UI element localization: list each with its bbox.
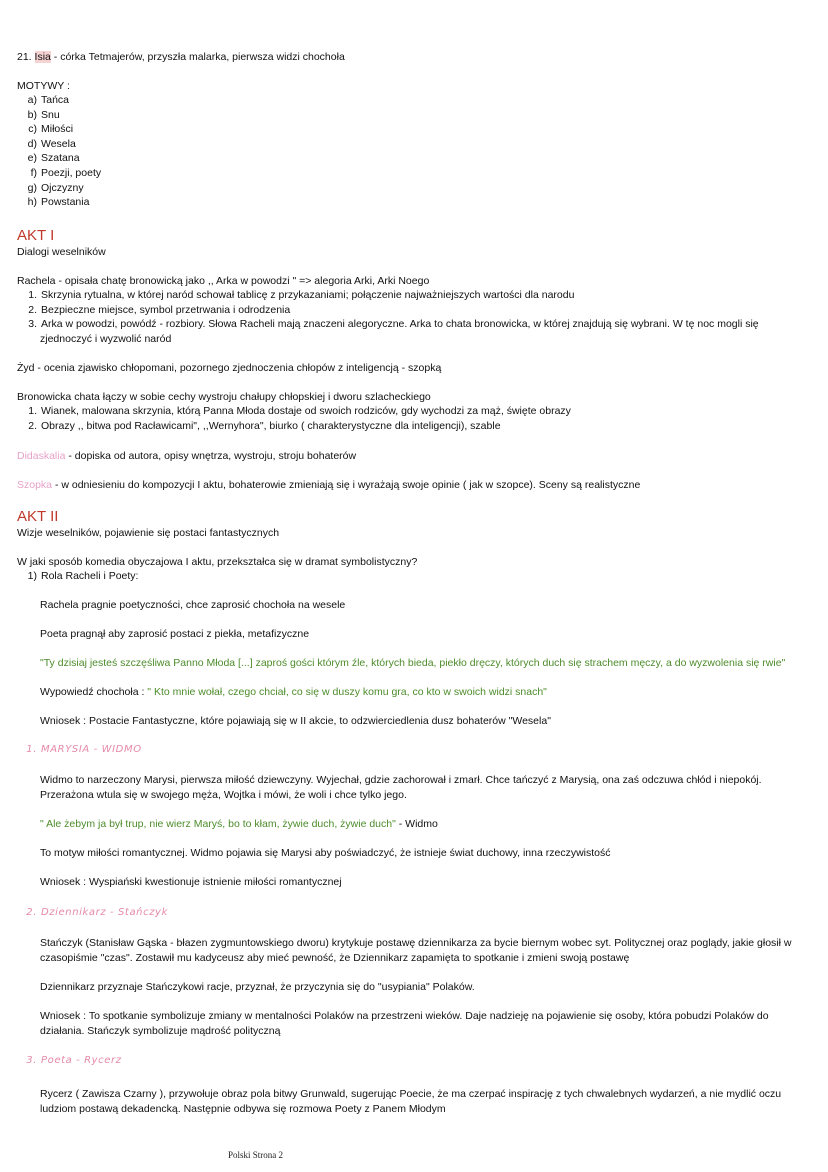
question-item-text: Rola Racheli i Poety:	[41, 570, 139, 582]
motywy-item-marker: g)	[27, 181, 37, 194]
rachela-item	[17, 289, 574, 302]
chata-item-text: Obrazy ,, bitwa pod Racławicami", ,,Wernyhora", biurko ( charakterystyczne dla inteligencji), szable	[41, 419, 501, 432]
szopka-def: - w odniesieniu do kompozycji I aktu, bohaterowie zmieniają się i wyrażają swoje opinie ( jak w szopce). Sceny są realistyczne	[52, 479, 641, 491]
quote-panna-mloda: "Ty dzisiaj jesteś szczęśliwa Panno Młoda [...] zaproś gości którym źle, których bieda, piekło dręczy, których duch się strachem męczy, a do wyzwolenia się rwie"	[40, 657, 786, 669]
motywy-item-marker: d)	[27, 137, 37, 150]
motywy-title: MOTYWY :	[17, 80, 70, 92]
akt2-subtitle: Wizje weselników, pojawienie się postaci fantastycznych	[17, 527, 280, 539]
motywy-item	[17, 123, 73, 136]
widmo-quote-attribution: - Widmo	[395, 818, 438, 830]
motywy-item	[17, 109, 60, 122]
question-item	[17, 570, 138, 583]
question-item-number: 1)	[27, 570, 37, 582]
motywy-item	[17, 182, 84, 195]
motywy-item-text: Miłości	[41, 123, 74, 136]
chata-item	[17, 405, 571, 418]
didaskalia-def: - dopiska od autora, opisy wnętrza, wystroju, stroju bohaterów	[65, 450, 357, 462]
rachela-item-marker: 1.	[28, 289, 37, 301]
section-marysia-widmo	[17, 743, 142, 756]
section-title: MARYSIA - WIDMO	[41, 744, 142, 755]
motywy-item-marker: b)	[27, 108, 37, 121]
item-number: 21.	[17, 51, 32, 63]
chata-item-text: Wianek, malowana skrzynia, którą Panna Młoda dostaje od swoich rodziców, gdy wychodzi za mąż, święte obrazy	[41, 405, 571, 417]
motywy-item	[17, 94, 69, 107]
section-title: Dziennikarz - Stańczyk	[41, 907, 168, 918]
motywy-item-text: Tańca	[41, 94, 70, 106]
rachela-cont: zjednoczyć i wyzwolić naród	[40, 333, 172, 345]
motywy-item-marker: a)	[27, 94, 37, 106]
chochol-line	[40, 686, 547, 699]
section-dziennikarz-stanczyk	[17, 906, 168, 919]
widmo-para-line-2: Przerażona wtula się w swojego męża, Wojtka i mówi, że woli i chce tylko jego.	[40, 789, 407, 801]
rachela-item-text: Bezpieczne miejsce, symbol przetrwania i odrodzenia	[41, 303, 291, 316]
stanczyk-para-line-1: Stańczyk (Stanisław Gąska - błazen zygmuntowskiego dworu) krytykuje postawę dziennikarza za bycie biernym wobec syt. Politycznej oraz poglądy, jakie głosił w	[40, 937, 792, 949]
rachela-item	[17, 318, 759, 331]
stanczyk-para-line-2: czasopiśmie "czas". Zostawił mu kadyceusz aby mieć pewność, że Dziennikarz zapamięta to spotkanie i zmieni swoją postawę	[40, 952, 630, 964]
rachela-line: Rachela - opisała chatę bronowicką jako ,, Arka w powodzi " => alegoria Arki, Arki Noego	[17, 275, 430, 287]
akt2-question: W jaki sposób komedia obyczajowa I aktu, przekształca się w dramat symbolistyczny?	[17, 556, 418, 568]
motywy-item-marker: f)	[30, 167, 37, 179]
akt1-subtitle: Dialogi weselników	[17, 246, 106, 258]
rycerz-para-line-2: ludziom postawą dekadencką. Następnie odbywa się rozmowa Poety z Panem Młodym	[40, 1103, 446, 1115]
chata-item	[17, 420, 501, 433]
motywy-item-text: Powstania	[41, 196, 90, 209]
widmo-motif: To motyw miłości romantycznej. Widmo pojawia się Marysi aby poświadczyć, że istnieje świat duchowy, inna rzeczywistość	[40, 847, 611, 859]
stanczyk-wniosek-line-1: Wniosek : To spotkanie symbolizuje zmiany w mentalności Polaków na przestrzeni wieków. Daje nadzieję na pojawienie się osoby, która pobudzi Polaków do	[40, 1010, 769, 1022]
motywy-item	[17, 138, 76, 151]
section-poeta-rycerz	[17, 1054, 122, 1067]
section-number: 1.	[26, 744, 37, 755]
szopka-line	[17, 479, 640, 492]
motywy-item-text: Snu	[41, 108, 60, 121]
motywy-item	[17, 152, 80, 165]
zyd-line: Żyd - ocenia zjawisko chłopomani, pozornego zjednoczenia chłopów z inteligencją - szopką	[17, 362, 442, 374]
dziennikarz-line: Dziennikarz przyznaje Stańczykowi racje, przyznał, że przyczynia się do "usypiania" Polaków.	[40, 981, 475, 993]
chata-item-marker: 1.	[28, 405, 37, 417]
motywy-item-marker: h)	[27, 196, 37, 209]
motywy-item-text: Ojczyzny	[41, 181, 84, 194]
rachela-poetry: Rachela pragnie poetyczności, chce zaprosić chochoła na wesele	[40, 599, 346, 611]
section-number: 3.	[26, 1055, 37, 1066]
motywy-item-text: Wesela	[41, 137, 76, 150]
section-number: 2.	[26, 907, 37, 918]
page-footer: Polski Strona 2	[228, 1150, 284, 1160]
rachela-item-text: Arka w powodzi, powódź - rozbiory. Słowa Racheli mają znaczeni alegoryczne. Arka to chata bronowicka, w której znajdują się wybrani. W tę noc mogli się	[41, 318, 759, 331]
stanczyk-wniosek-line-2: działania. Stańczyk symbolizuje mądrość polityczną	[40, 1025, 281, 1037]
widmo-quote: " Ale żebym ja był trup, nie wierz Maryś, bo to kłam, żywie duch, żywie duch"	[40, 818, 396, 830]
item-21	[17, 51, 345, 64]
widmo-para-line-1: Widmo to narzeczony Marysi, pierwsza miłość dziewczyny. Wyjechał, gdzie zachorował i zmarł. Chce tańczyć z Marysią, ona zaś odczuwa chłód i niepokój.	[40, 774, 762, 786]
didaskalia-line	[17, 450, 356, 463]
poeta-line: Poeta pragnął aby zaprosić postaci z piekła, metafizyczne	[40, 628, 310, 640]
character-desc: - córka Tetmajerów, przyszła malarka, pierwsza widzi chochoła	[50, 51, 345, 63]
chochol-quote: " Kto mnie wołał, czego chciał, co się w duszy komu gra, co kto w swoich widzi snach"	[147, 686, 547, 698]
motywy-item-marker: e)	[27, 152, 37, 165]
akt1-heading: AKT I	[17, 227, 55, 244]
character-name: Isia	[34, 51, 51, 63]
akt2-heading: AKT II	[17, 508, 59, 525]
chata-item-marker: 2.	[28, 419, 37, 432]
motywy-item-marker: c)	[28, 123, 37, 136]
widmo-quote-line	[40, 818, 438, 831]
chochol-label: Wypowiedź chochoła :	[40, 686, 148, 698]
widmo-wniosek: Wniosek : Wyspiański kwestionuje istnienie miłości romantycznej	[40, 876, 342, 888]
wniosek-1: Wniosek : Postacie Fantastyczne, które pojawiają się w II akcie, to odzwierciedlenia dusz bohaterów "Wesela"	[40, 715, 551, 727]
rachela-item-marker: 2.	[28, 303, 37, 316]
section-title: Poeta - Rycerz	[41, 1055, 122, 1066]
didaskalia-term: Didaskalia	[17, 450, 66, 462]
rachela-item-text: Skrzynia rytualna, w której naród schował tablicę z przykazaniami; połączenie najważniejszych wartości dla narodu	[41, 289, 575, 301]
motywy-item	[17, 167, 101, 180]
chata-line: Bronowicka chata łączy w sobie cechy wystroju chałupy chłopskiej i dworu szlacheckiego	[17, 391, 431, 403]
rachela-item	[17, 304, 290, 317]
motywy-item	[17, 196, 89, 209]
rachela-item-marker: 3.	[28, 318, 37, 331]
motywy-item-text: Poezji, poety	[41, 167, 102, 179]
szopka-term: Szopka	[17, 479, 53, 491]
motywy-item-text: Szatana	[41, 152, 80, 165]
rycerz-para-line-1: Rycerz ( Zawisza Czarny ), przywołuje obraz pola bitwy Grunwald, sugerując Poecie, że ma czerpać inspirację z tych chwalebnych wydarzeń, a nie mydlić oczu	[40, 1088, 782, 1100]
